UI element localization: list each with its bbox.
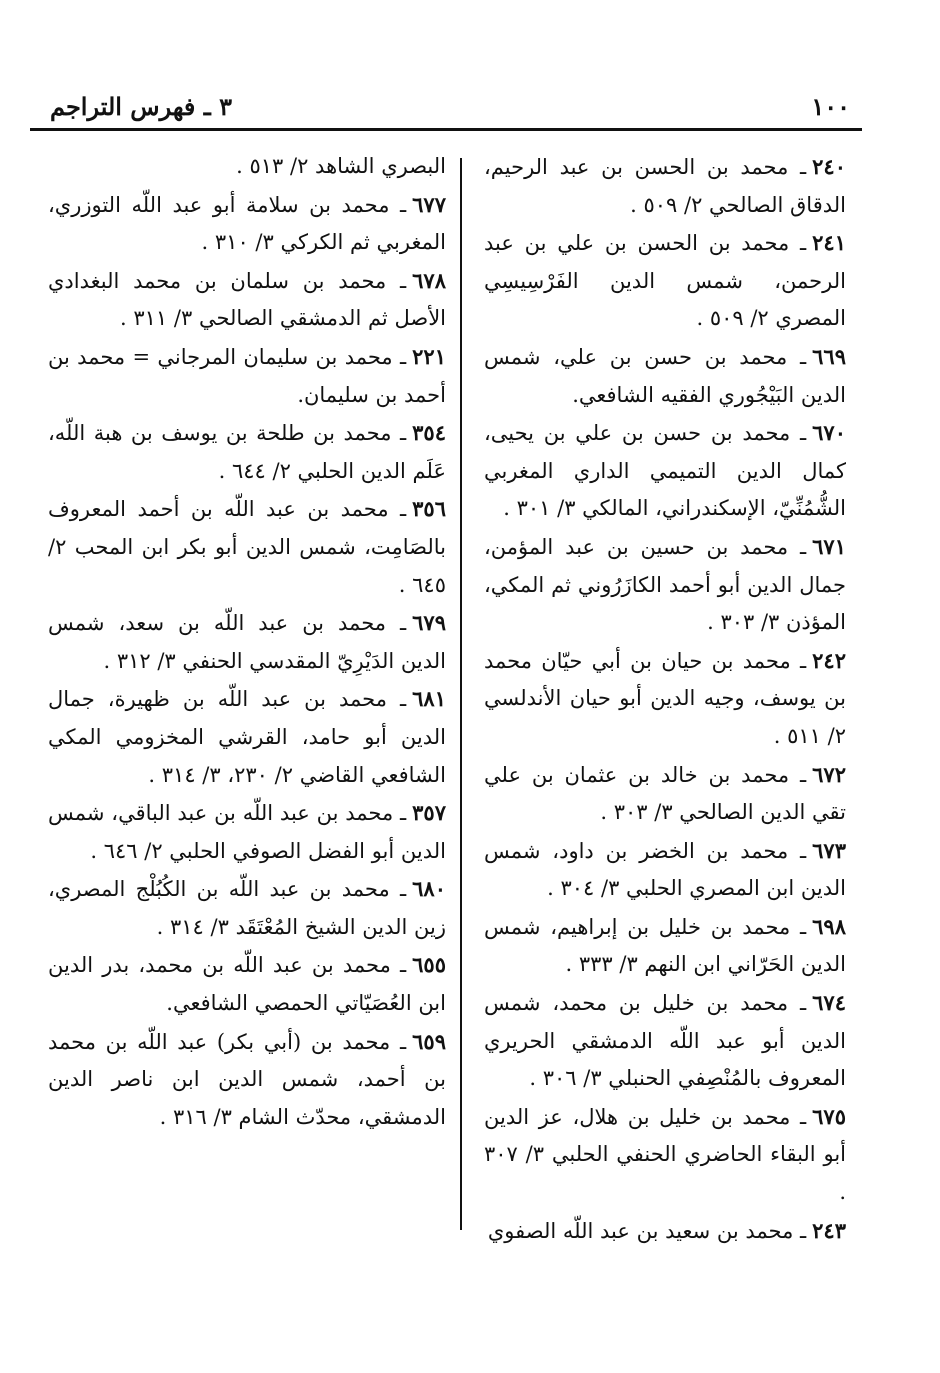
entry-number: ٦٦٩ (812, 343, 846, 369)
entry-number: ٦٥٥ (412, 952, 446, 978)
entry-text: ـ محمد بن (أبي بكر) عبد اللّه بن محمد بن أحمد، شمس الدين ابن ناصر الدين الدمشقي، محدّث الشام ٣/ ٣١٦ . (48, 1029, 446, 1129)
entry-text: ـ محمد بن الحسن بن عبد الرحيم، الدقاق الصالحي ٢/ ٥٠٩ . (484, 155, 846, 217)
index-entry (48, 338, 446, 414)
entry-number: ٦٧٨ (412, 267, 446, 293)
index-entry (48, 262, 446, 338)
entry-text: ـ محمد بن سليمان المرجاني = محمد بن أحمد بن سليمان. (48, 344, 446, 407)
index-entry (48, 604, 446, 680)
index-entry (484, 832, 846, 908)
entry-text: ـ محمد بن سلمان بن محمد البغدادي الأصل ثم الدمشقي الصالحي ٣/ ٣١١ . (48, 268, 446, 331)
entry-number: ٦٧٥ (812, 1103, 846, 1129)
index-entry (484, 642, 846, 756)
index-entry (48, 1023, 446, 1137)
entry-number: ٦٧٧ (412, 191, 446, 217)
right-column (484, 148, 846, 1250)
column-divider (460, 158, 462, 1230)
page-number: ١٠٠ (811, 92, 850, 121)
entry-text: ـ محمد بن الخضر بن داود، شمس الدين ابن المصري الحلبي ٣/ ٣٠٤ . (484, 838, 846, 901)
index-entry (484, 1098, 846, 1212)
entry-text: ـ محمد بن عبد اللّه بن ظهيرة، جمال الدين أبو حامد، القرشي المخزومي المكي الشافعي القاضي ٢/ ٢٣٠، ٣/ ٣١٤ . (48, 687, 446, 787)
entry-text: البصري الشاهد ٢/ ٥١٣ . (236, 154, 446, 178)
index-entry (48, 870, 446, 946)
entry-number: ٢٤٣ (812, 1217, 846, 1243)
index-entry (484, 1212, 846, 1251)
index-entry (484, 148, 846, 224)
entry-text: ـ محمد بن خليل بن محمد، شمس الدين أبو عبد اللّه الدمشقي الحريري المعروف بالمُنْصِفي الحنبلي ٣/ ٣٠٦ . (484, 991, 846, 1091)
entry-number: ٢٤٢ (812, 647, 846, 673)
entry-number: ٣٥٤ (412, 420, 446, 446)
entry-number: ٦٩٨ (812, 913, 846, 939)
entry-text: ـ محمد بن خليل بن هلال، عز الدين أبو البقاء الحاضري الحنفي الحلبي ٣/ ٣٠٧ . (484, 1104, 846, 1205)
entry-number: ٣٥٧ (412, 800, 446, 826)
entry-number: ٦٥٩ (412, 1028, 446, 1054)
entry-text: ـ محمد بن سلامة أبو عبد اللّه التوزري، المغربي ثم الكركي ٣/ ٣١٠ . (48, 192, 446, 255)
index-entry (48, 794, 446, 870)
entry-number: ٢٢١ (412, 343, 446, 369)
entry-text: ـ محمد بن عبد اللّه بن عبد الباقي، شمس الدين أبو الفضل الصوفي الحلبي ٢/ ٦٤٦ . (48, 801, 446, 863)
entry-text: ـ محمد بن خالد بن عثمان بن علي تقي الدين الصالحي ٣/ ٣٠٣ . (484, 762, 846, 825)
entry-text: ـ محمد بن حيان بن أبي حيّان محمد بن يوسف، وجيه الدين أبو حيان الأندلسي ٢/ ٥١١ . (484, 648, 846, 748)
entry-text: ـ محمد بن عبد اللّه بن أحمد المعروف بالصَامِت، شمس الدين أبو بكر ابن المحب ٢/ ٦٤٥ . (48, 497, 446, 597)
entry-number: ٦٧٢ (812, 761, 846, 787)
index-entry (48, 490, 446, 604)
entry-number: ٦٨٠ (412, 876, 446, 902)
index-entry (484, 756, 846, 832)
entry-number: ٦٧٠ (812, 420, 846, 446)
index-entry (48, 414, 446, 490)
index-entry (484, 908, 846, 984)
entry-text: ـ محمد بن خليل بن إبراهيم، شمس الدين الحَرّاني ابن النهم ٣/ ٣٣٣ . (484, 914, 846, 977)
index-entry (484, 984, 846, 1098)
entry-number: ٦٧٣ (812, 837, 846, 863)
index-entry (48, 680, 446, 794)
entry-number: ٦٧٤ (812, 990, 846, 1016)
index-entry (48, 186, 446, 262)
left-column (48, 148, 446, 1136)
entry-number: ٦٧١ (812, 533, 846, 559)
entry-number: ٦٧٩ (412, 610, 446, 636)
section-title: ٣ ـ فهرس التراجم (50, 92, 233, 121)
header-rule (30, 128, 862, 131)
index-entry (484, 528, 846, 642)
entry-text: ـ محمد بن سعيد بن عبد اللّه الصفوي (487, 1218, 807, 1243)
entry-text: ـ محمد بن حسين بن عبد المؤمن، جمال الدين أبو أحمد الكازَرُوني ثم المكي، المؤذن ٣/ ٣٠٣ . (484, 534, 846, 635)
entry-text: ـ محمد بن عبد اللّه بن الكُبُلْج المصري، زين الدين الشيخ المُعْتَقَد ٣/ ٣١٤ . (48, 877, 446, 939)
entry-text: ـ محمد بن الحسن بن علي بن عبد الرحمن، شمس الدين الفَرْسِيسِي المصري ٢/ ٥٠٩ . (484, 231, 846, 331)
entry-number: ٣٥٦ (412, 496, 446, 522)
index-entry (484, 414, 846, 528)
entry-text: ـ محمد بن عبد اللّه بن محمد، بدر الدين ابن العُصَيّاتي الحمصي الشافعي. (48, 953, 446, 1016)
entry-text: ـ محمد بن حسن بن علي بن يحيى، كمال الدين التميمي الداري المغربي الشُّمُنِّيّ، الإسكندراني، المالكي ٣/ ٣٠١ . (484, 421, 846, 521)
entry-text: ـ محمد بن طلحة بن يوسف بن هبة اللّه، عَلَم الدين الحلبي ٢/ ٦٤٤ . (48, 421, 446, 483)
index-entry (48, 946, 446, 1022)
entry-number: ٢٤٠ (812, 154, 846, 179)
index-entry (48, 148, 446, 186)
index-entry (484, 224, 846, 338)
entry-text: ـ محمد بن حسن بن علي، شمس الدين البَيْجُوري الفقيه الشافعي. (484, 344, 846, 407)
entry-number: ٦٨١ (412, 686, 446, 712)
entry-number: ٢٤١ (812, 230, 846, 256)
index-entry (484, 338, 846, 414)
page-header (50, 88, 850, 128)
entry-text: ـ محمد بن عبد اللّه بن سعد، شمس الدين الدَيْرِيّ المقدسي الحنفي ٣/ ٣١٢ . (48, 611, 446, 673)
